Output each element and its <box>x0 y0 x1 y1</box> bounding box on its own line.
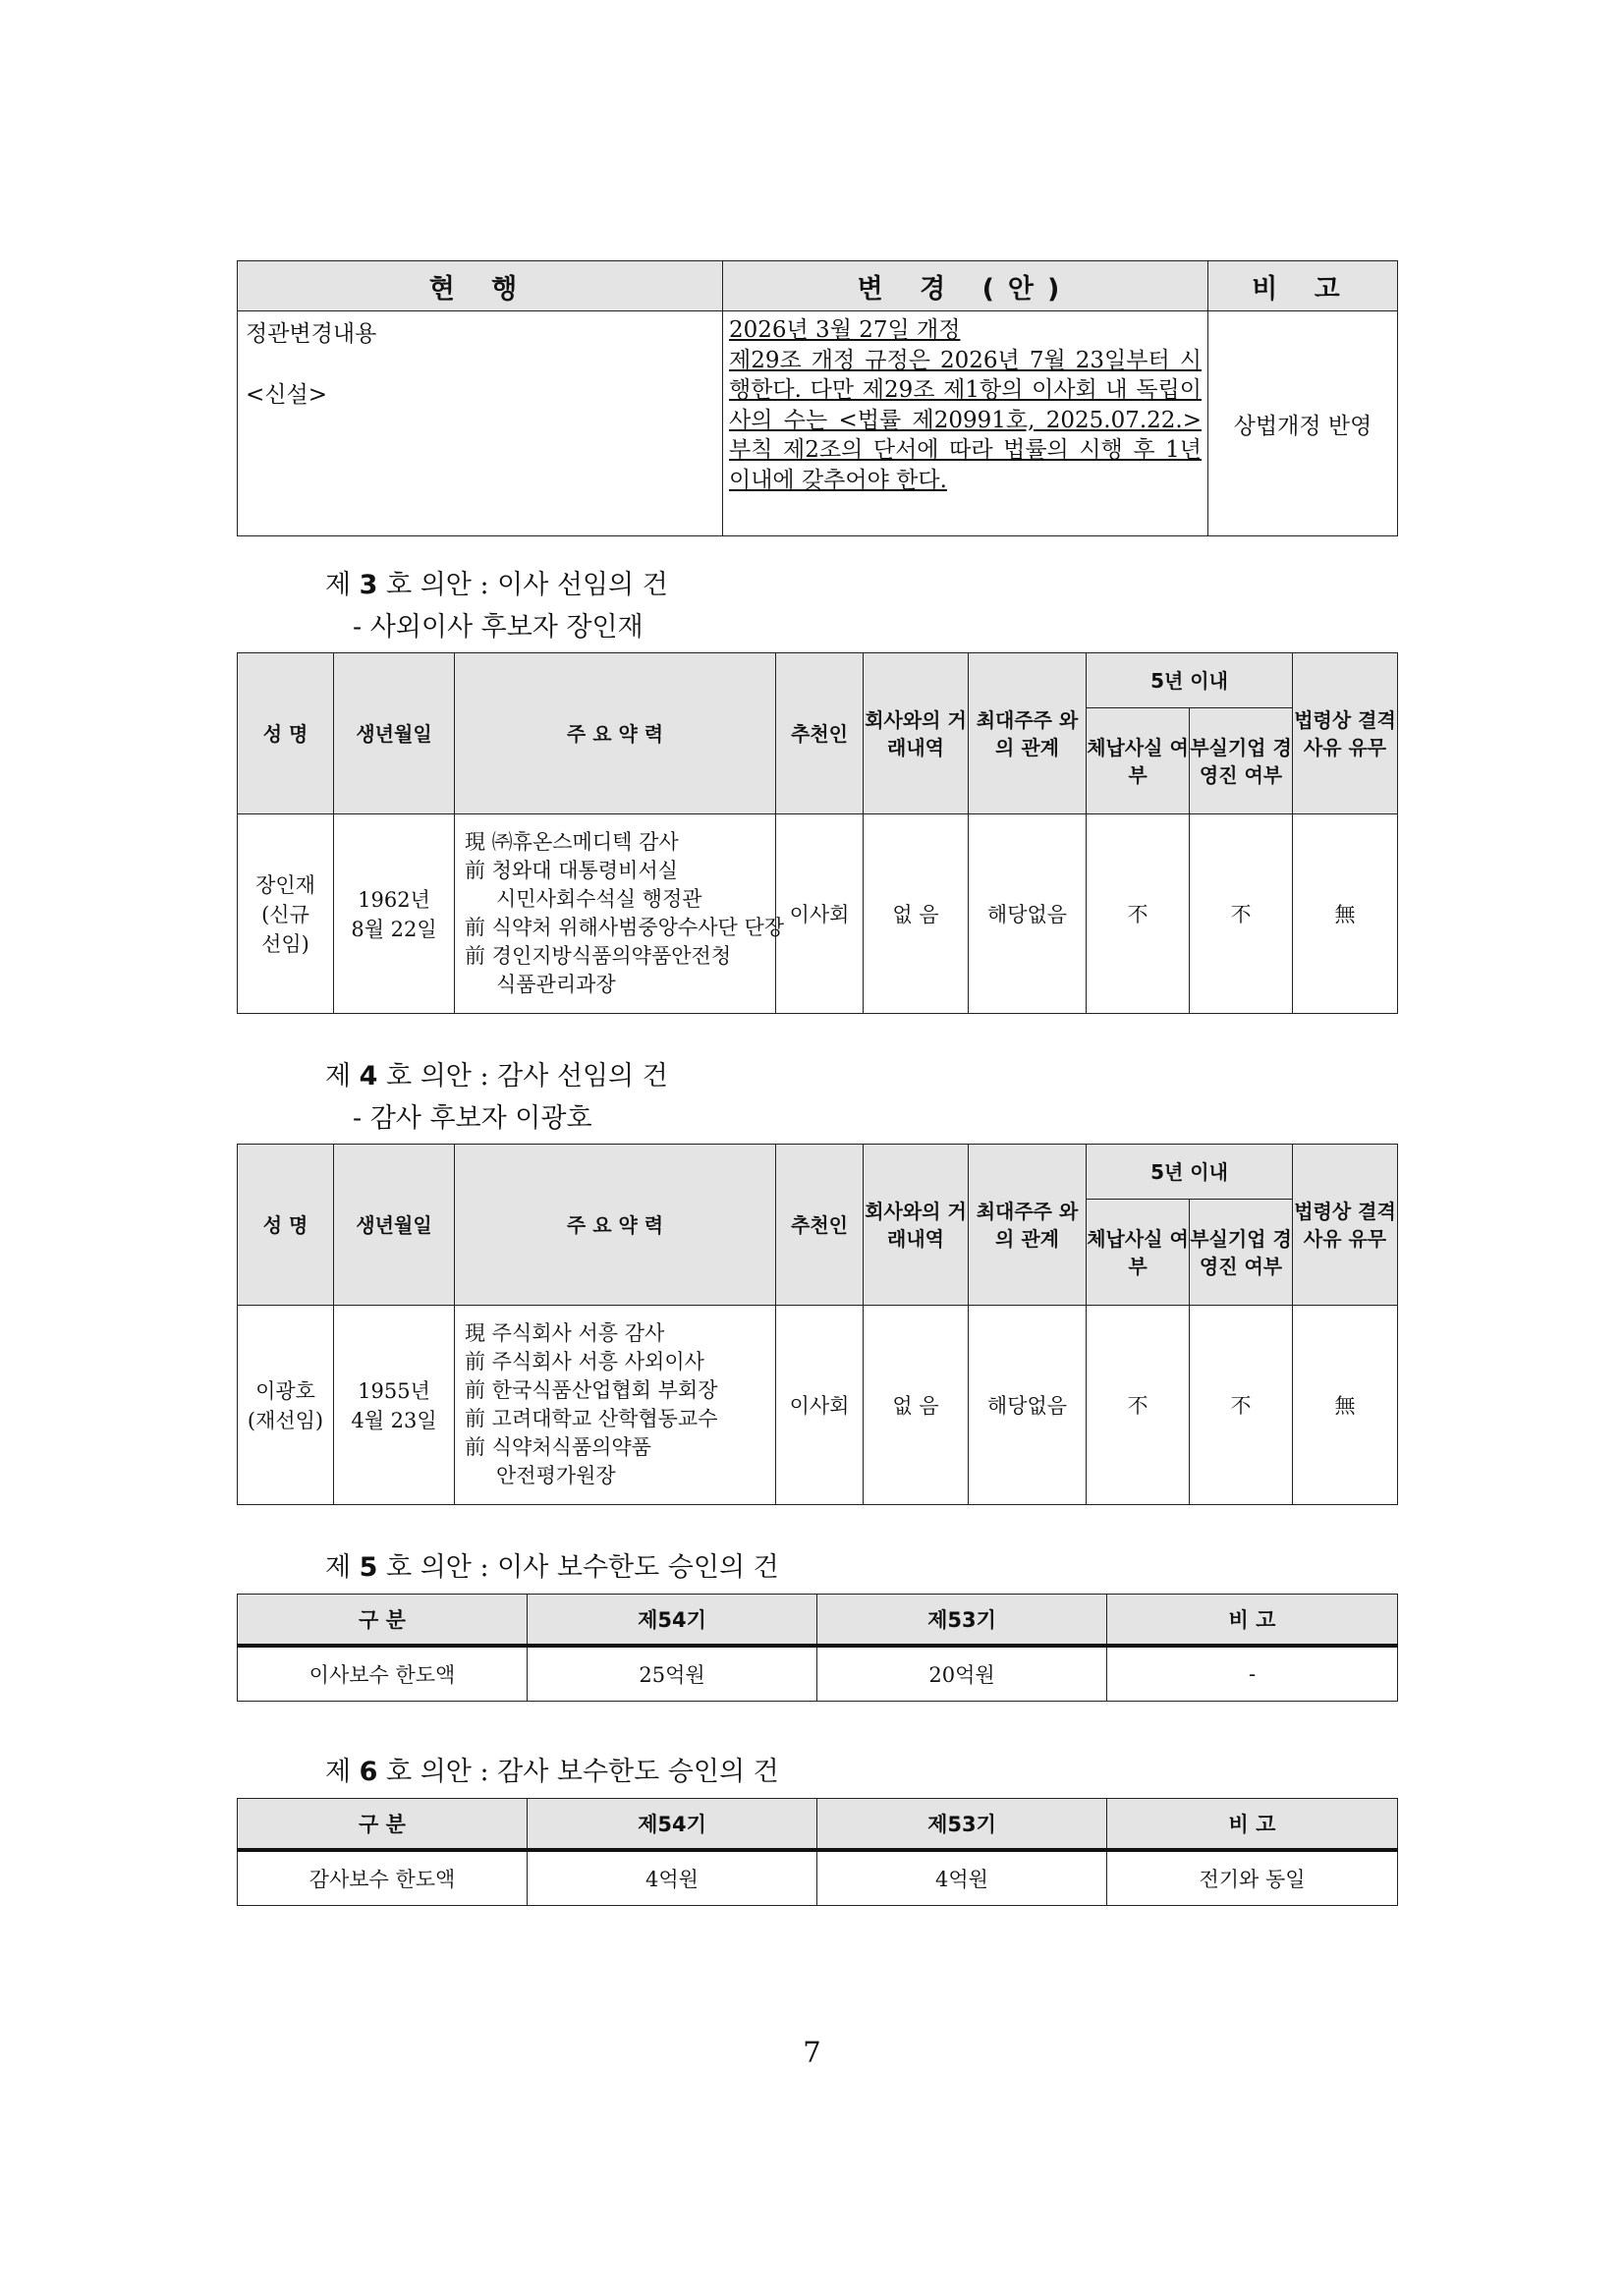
amend-current-line: 정관변경내용 <box>246 321 377 347</box>
cand4-relation: 해당없음 <box>969 1306 1087 1505</box>
cand4-disqualify: 無 <box>1293 1306 1398 1505</box>
pay5-header-54th: 제54기 <box>528 1595 817 1647</box>
career-line: 前 주식회사 서흥 사외이사 <box>465 1350 704 1373</box>
cand3-name-line: (신규 <box>261 903 309 926</box>
cand4-birth <box>334 1306 455 1505</box>
cand4-career <box>455 1306 776 1505</box>
cand3-birth-line: 1962년 <box>358 888 430 912</box>
header-career: 주 요 약 력 <box>455 653 776 814</box>
pay6-category: 감사보수 한도액 <box>238 1850 528 1906</box>
cand4-transactions: 없 음 <box>864 1306 969 1505</box>
header-transactions: 회사와의 거래내역 <box>864 1145 969 1306</box>
cand3-name-line: 장인재 <box>255 873 315 897</box>
item6-heading-num: 6 <box>359 1757 378 1787</box>
pay6-53rd: 4억원 <box>817 1850 1107 1906</box>
cand4-insolvent: 不 <box>1190 1306 1293 1505</box>
amend-current-cell <box>238 311 723 536</box>
item3-subheading: - 사외이사 후보자 장인재 <box>353 612 644 643</box>
pay5-category: 이사보수 한도액 <box>238 1646 528 1702</box>
item4-heading <box>325 1054 668 1092</box>
item5-heading <box>325 1545 779 1584</box>
pay5-53rd: 20억원 <box>817 1646 1107 1702</box>
item4-heading-post: 호 의안 : 감사 선임의 건 <box>377 1061 668 1092</box>
amend-change-date: 2026년 3월 27일 개정 <box>729 317 961 343</box>
pay5-header-category: 구 분 <box>238 1595 528 1647</box>
pay5-header-note: 비 고 <box>1107 1595 1398 1647</box>
item3-heading-pre: 제 <box>325 570 360 600</box>
item4-heading-pre: 제 <box>325 1061 360 1092</box>
header-birth: 생년월일 <box>334 1145 455 1306</box>
amend-current-line: <신설> <box>246 382 327 408</box>
amend-change-cell <box>723 311 1208 536</box>
header-tax: 체납사실 여부 <box>1087 1200 1190 1306</box>
item5-heading-post: 호 의안 : 이사 보수한도 승인의 건 <box>377 1552 779 1583</box>
cand3-birth <box>334 814 455 1014</box>
amend-header-note: 비 고 <box>1208 261 1398 311</box>
cand3-birth-line: 8월 22일 <box>351 918 437 941</box>
amend-header-change: 변 경 (안) <box>723 261 1208 311</box>
pay6-54th: 4억원 <box>528 1850 817 1906</box>
pay5-54th: 25억원 <box>528 1646 817 1702</box>
cand3-name <box>238 814 334 1014</box>
amend-current-line <box>246 350 714 380</box>
cand3-transactions: 없 음 <box>864 814 969 1014</box>
candidate-table-auditor <box>237 1144 1398 1505</box>
item4-heading-num: 4 <box>359 1061 378 1092</box>
cand3-insolvent: 不 <box>1190 814 1293 1014</box>
cand3-tax: 不 <box>1087 814 1190 1014</box>
header-name: 성 명 <box>238 653 334 814</box>
pay6-header-note: 비 고 <box>1107 1799 1398 1851</box>
header-insolvent: 부실기업 경영진 여부 <box>1190 708 1293 814</box>
item3-heading <box>325 563 668 601</box>
header-relation: 최대주주 와의 관계 <box>969 653 1087 814</box>
career-line: 前 한국식품산업협회 부회장 <box>465 1378 718 1402</box>
cand4-name-line: 이광호 <box>255 1379 315 1403</box>
amend-note-cell: 상법개정 반영 <box>1208 311 1398 536</box>
career-line: 現 주식회사 서흥 감사 <box>465 1321 665 1345</box>
career-line: 안전평가원장 <box>496 1464 616 1487</box>
header-insolvent: 부실기업 경영진 여부 <box>1190 1200 1293 1306</box>
pay6-header-category: 구 분 <box>238 1799 528 1851</box>
amend-header-current: 현 행 <box>238 261 723 311</box>
amendment-table <box>237 260 1398 536</box>
page-number: 7 <box>803 2036 821 2069</box>
header-transactions: 회사와의 거래내역 <box>864 653 969 814</box>
cand3-relation: 해당없음 <box>969 814 1087 1014</box>
career-line: 前 경인지방식품의약품안전청 <box>465 944 732 968</box>
cand3-name-line: 선임) <box>261 932 309 956</box>
pay6-header-53rd: 제53기 <box>817 1799 1107 1851</box>
pay6-header-54th: 제54기 <box>528 1799 817 1851</box>
director-pay-table <box>237 1594 1398 1702</box>
cand3-disqualify: 無 <box>1293 814 1398 1014</box>
item3-heading-num: 3 <box>359 570 378 600</box>
career-line: 前 청와대 대통령비서실 <box>465 859 678 882</box>
cand3-recommender: 이사회 <box>776 814 864 1014</box>
pay5-header-53rd: 제53기 <box>817 1595 1107 1647</box>
pay6-note: 전기와 동일 <box>1107 1850 1398 1906</box>
header-name: 성 명 <box>238 1145 334 1306</box>
header-within-5-years: 5년 이내 <box>1087 1145 1293 1200</box>
career-line: 시민사회수석실 행정관 <box>496 887 702 911</box>
header-recommender: 추천인 <box>776 1145 864 1306</box>
header-tax: 체납사실 여부 <box>1087 708 1190 814</box>
header-birth: 생년월일 <box>334 653 455 814</box>
pay5-note: - <box>1107 1646 1398 1702</box>
career-line: 前 식약처식품의약품 <box>465 1435 651 1459</box>
item4-subheading: - 감사 후보자 이광호 <box>353 1103 592 1134</box>
header-within-5-years: 5년 이내 <box>1087 653 1293 708</box>
amend-change-text: 제29조 개정 규정은 2026년 7월 23일부터 시행한다. 다만 제29조 제1항의 이사회 내 독립이사의 수는 <법률 제20991호, 2025.07.22.> 부칙 제2조의 단서에 따라 법률의 시행 후 1년 이내에 갖추어야 한다. <box>729 347 1202 493</box>
cand4-recommender: 이사회 <box>776 1306 864 1505</box>
item5-heading-pre: 제 <box>325 1552 360 1583</box>
item5-heading-num: 5 <box>359 1552 378 1583</box>
item6-heading-post: 호 의안 : 감사 보수한도 승인의 건 <box>377 1757 779 1787</box>
item6-heading <box>325 1750 779 1788</box>
career-line: 前 식약처 위해사범중앙수사단 단장 <box>465 916 785 939</box>
header-relation: 최대주주 와의 관계 <box>969 1145 1087 1306</box>
item3-heading-post: 호 의안 : 이사 선임의 건 <box>377 570 668 600</box>
cand4-birth-line: 4월 23일 <box>351 1409 437 1432</box>
auditor-pay-table <box>237 1798 1398 1906</box>
career-line: 現 ㈜휴온스메디텍 감사 <box>465 830 679 854</box>
career-line: 식품관리과장 <box>496 973 616 996</box>
cand3-career <box>455 814 785 1014</box>
header-recommender: 추천인 <box>776 653 864 814</box>
header-career: 주 요 약 력 <box>455 1145 776 1306</box>
cand4-tax: 不 <box>1087 1306 1190 1505</box>
candidate-table-director <box>237 652 1398 1014</box>
cand4-birth-line: 1955년 <box>358 1379 430 1403</box>
cand4-name-line: (재선임) <box>247 1409 324 1432</box>
cand4-name <box>238 1306 334 1505</box>
career-line: 前 고려대학교 산학협동교수 <box>465 1407 718 1430</box>
header-disqualify: 법령상 결격사유 유무 <box>1293 1145 1398 1306</box>
item6-heading-pre: 제 <box>325 1757 360 1787</box>
header-disqualify: 법령상 결격사유 유무 <box>1293 653 1398 814</box>
